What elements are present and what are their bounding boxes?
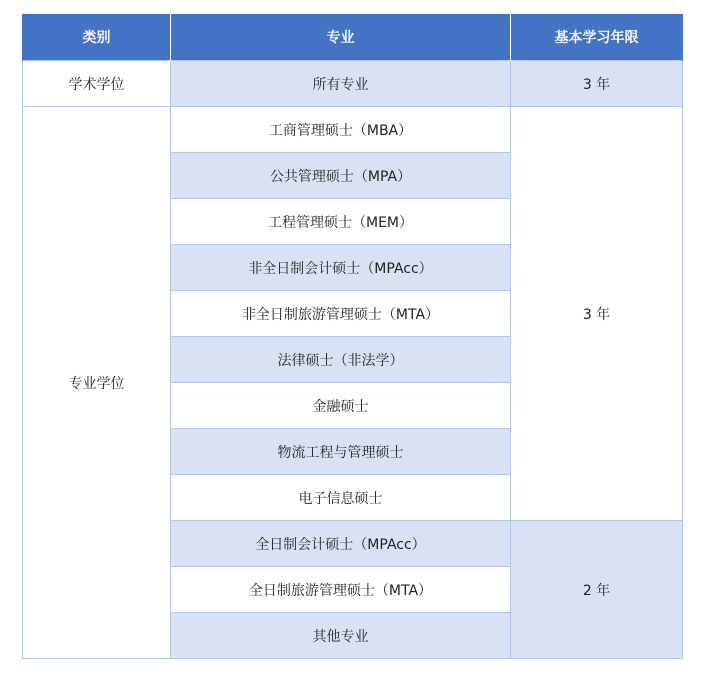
table-row (23, 107, 683, 153)
major-cell: 其他专业 (171, 613, 511, 659)
degree-duration-table (22, 14, 683, 659)
major-cell: 全日制会计硕士（MPAcc） (171, 521, 511, 567)
major-cell: 物流工程与管理硕士 (171, 429, 511, 475)
major-cell: 非全日制旅游管理硕士（MTA） (171, 291, 511, 337)
table-row (23, 61, 683, 107)
major-cell: 所有专业 (171, 61, 511, 107)
major-cell: 金融硕士 (171, 383, 511, 429)
duration-cell: 3 年 (511, 61, 683, 107)
header-duration: 基本学习年限 (511, 14, 683, 61)
header-category: 类别 (23, 14, 171, 61)
category-professional: 专业学位 (23, 107, 171, 659)
header-major: 专业 (171, 14, 511, 61)
major-cell: 公共管理硕士（MPA） (171, 153, 511, 199)
major-cell: 全日制旅游管理硕士（MTA） (171, 567, 511, 613)
major-cell: 电子信息硕士 (171, 475, 511, 521)
major-cell: 工程管理硕士（MEM） (171, 199, 511, 245)
duration-cell: 2 年 (511, 521, 683, 659)
major-cell: 工商管理硕士（MBA） (171, 107, 511, 153)
duration-cell: 3 年 (511, 107, 683, 521)
category-academic: 学术学位 (23, 61, 171, 107)
major-cell: 法律硕士（非法学） (171, 337, 511, 383)
table-header-row (23, 14, 683, 61)
major-cell: 非全日制会计硕士（MPAcc） (171, 245, 511, 291)
